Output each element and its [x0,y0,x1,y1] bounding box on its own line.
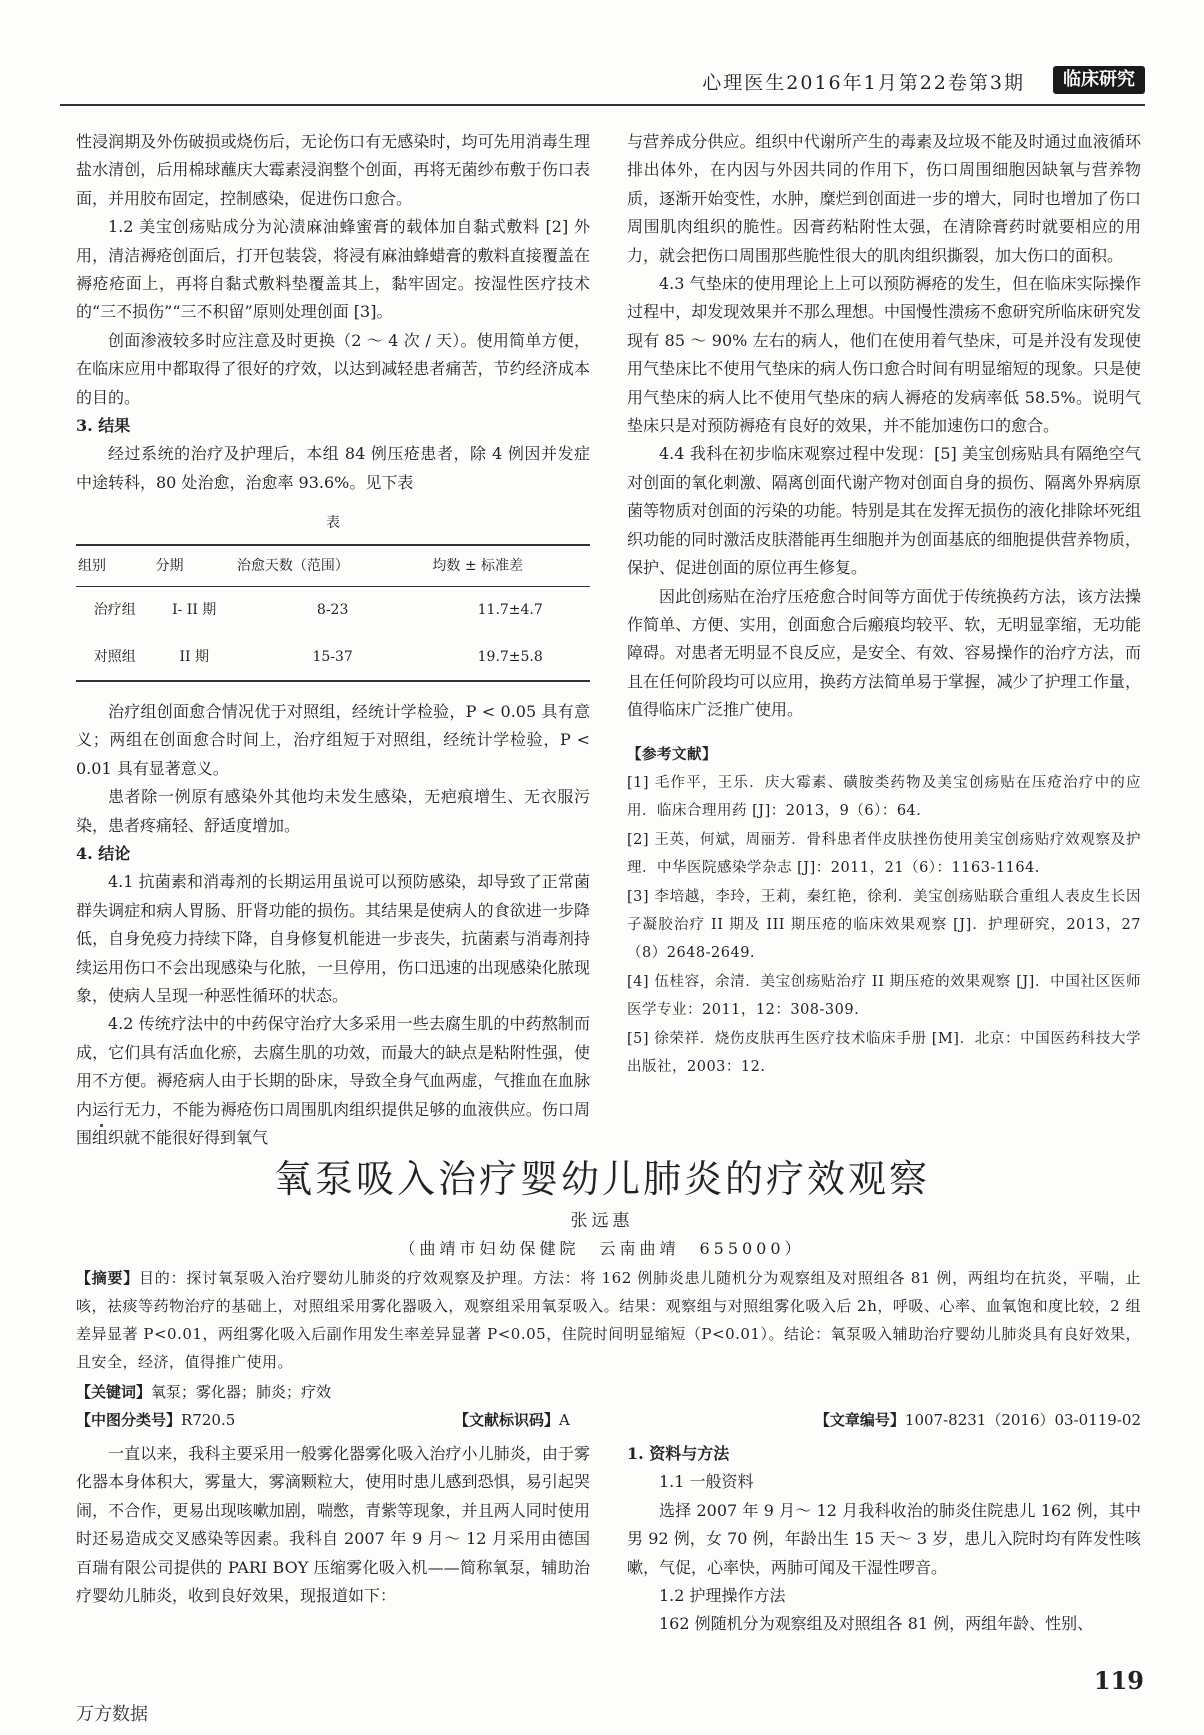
right-column [627,128,1141,1081]
article-no-label: 【文章编号】 [814,1411,905,1429]
paragraph: 治疗组创面愈合情况优于对照组，经统计学检验，P < 0.05 具有意义；两组在创面愈合时间上，治疗组短于对照组，经统计学检验，P < 0.01 具有显著意义。 [76,701,590,778]
section-heading: 4. 结论 [76,843,131,863]
page-number: 119 [1093,1666,1144,1695]
table-cell: 8-23 [316,602,349,619]
paragraph: 经过系统的治疗及护理后，本组 84 例压疮患者，除 4 例因并发症中途转科，80 处治愈，治愈率 93.6%。见下表 [76,444,590,492]
clc-value: R720.5 [181,1411,236,1429]
header-rule [60,104,1145,106]
table-row [76,587,590,634]
paragraph: 4.4 我科在初步临床观察过程中发现：[5] 美宝创疡贴具有隔绝空气对创面的氧化刺激、隔离创面代谢产物对创面自身的损伤、隔离外界病原菌等物质对创面的污染的功能。特别是其在发挥无损伤的液化排除坏死组织功能的同时激活皮肤潜能再生细胞并为创面基底的细胞提供营养物质，保护、促进创面的原位再生修复。 [627,444,1141,578]
table-header-cell: 分期 [154,545,235,587]
clc-label: 【中图分类号】 [76,1411,182,1429]
page-header [60,60,1145,108]
table-cell: I- II 期 [172,602,217,619]
reference-item: [5] 徐荣祥．烧伤皮肤再生医疗技术临床手册 [M]．北京：中国医药科技大学出版社，2003：12. [627,1030,1141,1075]
paragraph: 162 例随机分为观察组及对照组各 81 例，两组年龄、性别、 [659,1614,1094,1634]
table-cell: 19.7±5.8 [430,634,590,681]
classification-line [76,1406,1141,1434]
paragraph: 因此创疡贴在治疗压疮愈合时间等方面优于传统换药方法，该方法操作简单、方便、实用，创面愈合后瘢痕均较平、软，无明显挛缩，无功能障碍。对患者无明显不良反应，是安全、有效、容易操作的治疗方法，而且在任何阶段均可以应用，换药方法简单易于掌握，减少了护理工作量，值得临床广泛推广使用。 [627,586,1141,720]
article-no-value: 1007-8231（2016）03-0119-02 [904,1411,1141,1429]
subsection-heading: 1.1 一般资料 [659,1472,754,1492]
reference-item: [1] 毛作平，王乐．庆大霉素、磺胺类药物及美宝创疡贴在压疮治疗中的应用．临床合理用药 [J]：2013，9（6）：64. [627,774,1141,820]
article-title: 氧泵吸入治疗婴幼儿肺炎的疗效观察 [273,1157,930,1201]
table-cell: II 期 [154,634,235,681]
paragraph: 性浸润期及外伤破损或烧伤后，无论伤口有无感染时，均可先用消毒生理盐水清创，后用棉球蘸庆大霉素浸润整个创面，再将无菌纱布敷于伤口表面，并用胶布固定，控制感染，促进伤口愈合。 [76,132,590,208]
section-heading: 1. 资料与方法 [627,1444,730,1463]
paragraph: 4.3 气垫床的使用理论上上可以预防褥疮的发生，但在临床实际操作过程中，却发现效果并不那么理想。中国慢性溃疡不愈研究所临床研究发现有 85 ～ 90% 左右的病人，他们在使用着气垫床，可是并没有发现使用气垫床比不使用气垫床的病人伤口愈合时间有明显缩短的现象。只是使用气垫床的病人比不使用气垫床的病人褥疮的发病率低 58.5%。说明气垫床只是对预防褥疮有良好的效果，并不能加速伤口的愈合。 [627,274,1141,436]
paragraph: 创面渗液较多时应注意及时更换（2 ～ 4 次 / 天）。使用简单方便，在临床应用中都取得了很好的疗效，以达到减轻患者痛苦，节约经济成本的目的。 [76,330,590,407]
subsection-heading: 1.2 护理操作方法 [659,1586,786,1606]
paragraph: 患者除一例原有感染外其他均未发生感染，无疤痕增生、无衣服污染，患者疼痛轻、舒适度增加。 [76,787,590,835]
table-cell: 对照组 [76,634,154,681]
abstract-label: 【摘要】 [76,1269,140,1287]
article-left-column [76,1440,590,1610]
journal-info: 心理医生2016年1月第22卷第3期 [702,72,1025,94]
section-heading: 3. 结果 [76,416,131,436]
paragraph: 一直以来，我科主要采用一般雾化器雾化吸入治疗小儿肺炎，由于雾化器本身体积大，雾量大，雾滴颗粒大，使用时患儿感到恐惧，易引起哭闹，不合作，更易出现咳嗽加剧，喘憋，青紫等现象，并且两人同时使用时还易造成交叉感染等因素。我科自 2007 年 9 月～ 12 月采用由德国百瑞有限公司提供的 PARI BOY 压缩雾化吸入机——简称氧泵，辅助治疗婴幼儿肺炎，收到良好效果，现报道如下： [76,1444,590,1606]
author-affiliation: （曲靖市妇幼保健院 云南曲靖 655000） [399,1239,805,1258]
reference-item: [4] 伍桂容，余清．美宝创疡贴治疗 II 期压疮的效果观察 [J]．中国社区医师医学专业：2011，12：308-309. [627,973,1141,1019]
table-row [76,634,590,681]
watermark: 万方数据 [76,1704,148,1725]
reference-item: [3] 李培越，李玲，王莉，秦红艳，徐利．美宝创疡贴联合重组人表皮生长因子凝胶治疗 II 期及 III 期压疮的临床效果观察 [J]．护理研究，2013，27（8）2648-2649. [627,888,1141,962]
section-tag: 临床研究 [1053,66,1145,94]
abstract [76,1264,1141,1376]
abstract-text: 目的：探讨氧泵吸入治疗婴幼儿肺炎的疗效观察及护理。方法：将 162 例肺炎患儿随机分为观察组及对照组各 81 例，两组均在抗炎，平喘，止咳，祛痰等药物治疗的基础上，对照组采用雾化器吸入，观察组采用氧泵吸入。结果：观察组与对照组雾化吸入后 2h，呼吸、心率、血氧饱和度比较，2 组差异显著 P<0.01，两组雾化吸入后副作用发生率差异显著 P<0.05，住院时间明显缩短（P<0.01）。结论：氧泵吸入辅助治疗婴幼儿肺炎具有良好效果，且安全，经济，值得推广使用。 [76,1269,1141,1371]
paragraph: 4.2 传统疗法中的中药保守治疗大多采用一些去腐生肌的中药熬制而成，它们具有活血化瘀，去腐生肌的功效，而最大的缺点是粘附性强，使用不方便。褥疮病人由于长期的卧床，导致全身气血两虚，气推血在血脉内运行无力，不能为褥疮伤口周围肌肉组织提供足够的血液供应。伤口周围组织就不能很好得到氧气 [76,1014,590,1147]
reference-item: [2] 王英，何斌，周丽芳．骨科患者伴皮肤挫伤使用美宝创疡贴疗效观察及护理．中华医院感染学杂志 [J]：2011，21（6）：1163-1164. [627,831,1141,877]
table-header-cell: 治愈天数（范围） [235,545,431,587]
article-meta [76,1378,1141,1434]
table-header-cell: 组别 [76,545,154,587]
paragraph: 选择 2007 年 9 月～ 12 月我科收治的肺炎住院患儿 162 例，其中男 92 例，女 70 例，年龄出生 15 天～ 3 岁，患儿入院时均有阵发性咳嗽，气促，心率快，两肺可闻及干湿性啰音。 [627,1500,1141,1577]
scan-speck [100,1124,103,1127]
paragraph: 与营养成分供应。组织中代谢所产生的毒素及垃圾不能及时通过血液循环排出体外，在内因与外因共同的作用下，伤口周围细胞因缺氧与营养物质，逐渐开始变性，水肿，糜烂到创面进一步的增大，同时也增加了伤口周围肌肉组织的脆性。因膏药粘附性太强，在清除膏药时就要相应的用力，就会把伤口周围那些脆性很大的肌肉组织撕裂，加大伤口的面积。 [627,132,1141,265]
doc-code-value: A [559,1411,570,1429]
table-header-cell: 均数 ± 标准差 [430,545,590,587]
keywords-label: 【关键词】 [76,1383,152,1401]
author-name: 张远惠 [570,1211,634,1231]
keywords-line [76,1378,1141,1406]
paragraph: 4.1 抗菌素和消毒剂的长期运用虽说可以预防感染，却导致了正常菌群失调症和病人胃肠、肝肾功能的损伤。其结果是使病人的食欲进一步降低，自身免疫力持续下降，自身修复机能进一步丧失，抗菌素与消毒剂持续运用伤口不会出现感染与化脓，一旦停用，伤口迅速的出现感染化脓现象，使病人呈现一种恶性循环的状态。 [76,872,590,1005]
article-right-column [627,1440,1141,1639]
table-title: 表 [326,515,340,532]
table-cell: 治疗组 [93,602,136,619]
paragraph: 1.2 美宝创疡贴成分为沁渍麻油蜂蜜膏的载体加自黏式敷料 [2] 外用，清洁褥疮创面后，打开包装袋，将浸有麻油蜂蜡膏的敷料直接覆盖在褥疮疮面上，再将自黏式敷料垫覆盖其上，黏牢固定。按湿性医疗技术的“三不损伤”“三不积留”原则处理创面 [3]。 [76,217,590,322]
references [627,741,1141,1082]
left-column [76,128,590,1152]
table-cell: 15-37 [235,634,431,681]
keywords: 氧泵；雾化器；肺炎；疗效 [151,1383,332,1401]
references-heading: 【参考文献】 [627,745,717,763]
results-table [76,544,590,682]
table-cell: 11.7±4.7 [477,602,543,619]
doc-code-label: 【文献标识码】 [454,1411,560,1429]
